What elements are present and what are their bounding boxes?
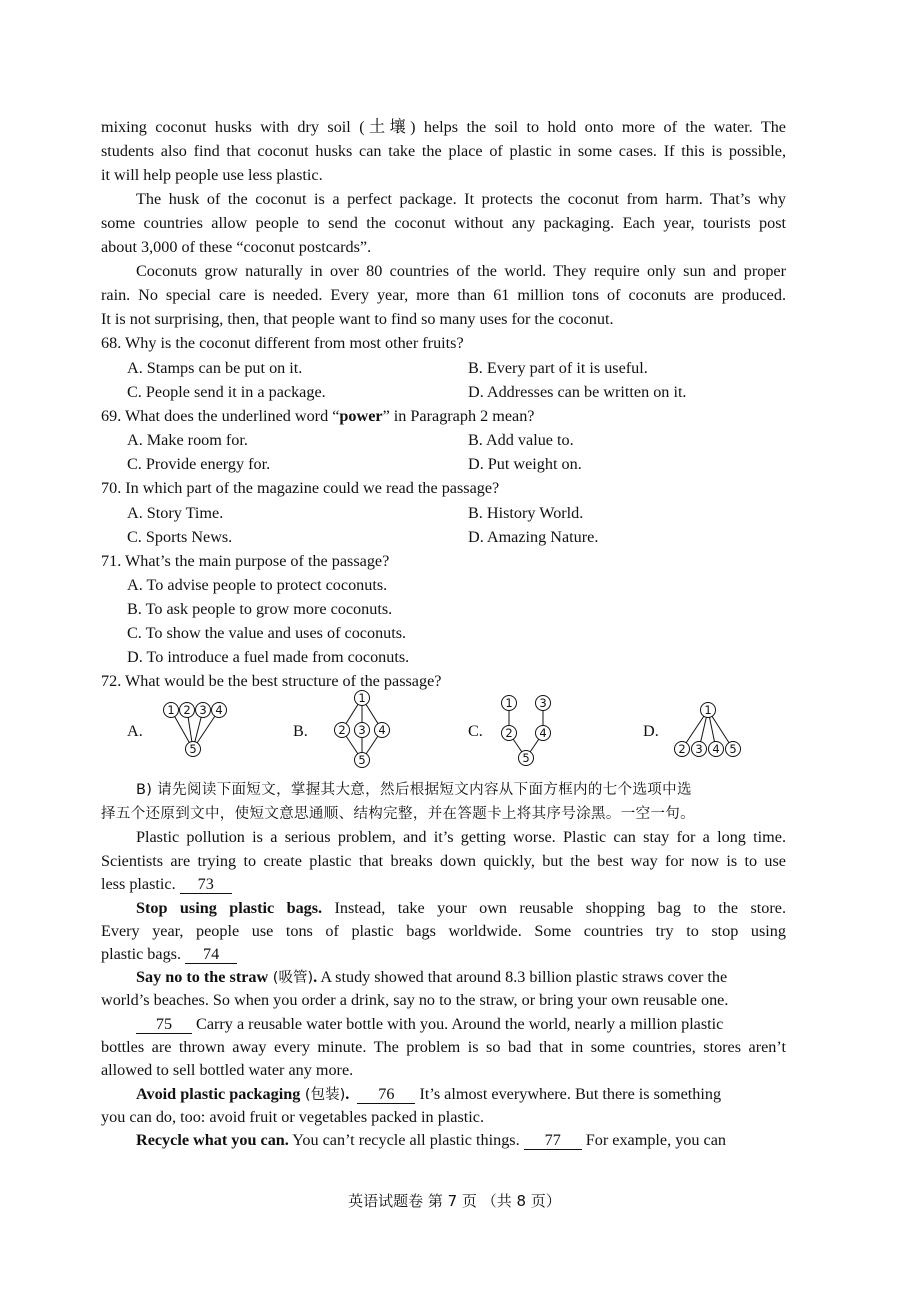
question-69-option-b[interactable]: B. Add value to. <box>468 431 574 449</box>
section-b-p1-text: less plastic. <box>101 875 176 893</box>
structure-c-node-label: 4 <box>539 726 547 741</box>
blank-75[interactable]: 75 <box>136 1016 192 1034</box>
passage-a-p2-line-1: The husk of the coconut is a perfect package. It protects the coconut from harm. That’s why <box>136 190 786 208</box>
structure-b-node-label: 4 <box>378 723 386 738</box>
passage-a-p2-line-2: some countries allow people to send the coconut without any packaging. Each year, tourists post <box>101 214 786 232</box>
question-71-option-c[interactable]: C. To show the value and uses of coconuts. <box>127 624 407 642</box>
section-b-p6-line-1 <box>136 1130 786 1150</box>
section-b-p5-period: . <box>345 1085 350 1103</box>
question-70-option-b[interactable]: B. History World. <box>468 504 584 522</box>
section-b-p1-line-3 <box>101 874 786 894</box>
question-68-option-b[interactable]: B. Every part of it is useful. <box>468 359 648 377</box>
section-b-p4-line-3: allowed to sell bottled water any more. <box>101 1061 354 1079</box>
structure-b-node-label: 3 <box>358 723 366 738</box>
passage-a-p1-line-1: mixing coconut husks with dry soil (土壤) helps the soil to hold onto more of the water. The <box>101 118 786 136</box>
section-b-p3-period: . <box>313 968 318 986</box>
section-b-p3-heading: Say no to the straw <box>136 968 269 986</box>
structure-d-node-label: 2 <box>678 742 686 757</box>
question-72-stem: 72. What would be the best structure of the passage? <box>101 672 442 690</box>
structure-d-node-label: 4 <box>712 742 720 757</box>
section-b-intro-line-1: B) 请先阅读下面短文，掌握其大意，然后根据短文内容从下面方框内的七个选项中选 <box>136 782 692 798</box>
section-b-p5-heading: Avoid plastic packaging <box>136 1085 301 1103</box>
section-b-p3-gloss: (吸管) <box>268 970 314 986</box>
section-b-p6-text-2: For example, you can <box>581 1131 726 1149</box>
blank-76[interactable]: 76 <box>357 1086 415 1104</box>
question-69-option-a[interactable]: A. Make room for. <box>127 431 248 449</box>
question-68-option-c[interactable]: C. People send it in a package. <box>127 383 326 401</box>
section-b-p6-text-1: You can’t recycle all plastic things. <box>288 1131 520 1149</box>
section-b-p4-text-1: Carry a reusable water bottle with you. Around the world, nearly a million plastic <box>192 1015 724 1033</box>
section-b-p2-text-1: Instead, take your own reusable shopping bag to the store. <box>322 899 787 917</box>
question-68-option-d[interactable]: D. Addresses can be written on it. <box>468 383 687 401</box>
passage-a-p3-line-1: Coconuts grow naturally in over 80 countries of the world. They require only sun and proper <box>136 262 786 280</box>
section-b-p5-text-1: It’s almost everywhere. But there is something <box>415 1085 722 1103</box>
structure-c-node-label: 2 <box>505 726 513 741</box>
page-footer: 英语试题卷 第 7 页 （共 8 页） <box>348 1192 561 1210</box>
question-69-option-d[interactable]: D. Put weight on. <box>468 455 582 473</box>
section-b-p2-line-1 <box>136 898 786 918</box>
section-b-p5-line-1 <box>136 1084 786 1105</box>
question-70-option-a[interactable]: A. Story Time. <box>127 504 224 522</box>
structure-c-node-label: 1 <box>505 696 513 711</box>
section-b-p2-line-2: Every year, people use tons of plastic bags worldwide. Some countries try to stop using <box>101 922 786 940</box>
section-b-p3-text-1: A study showed that around 8.3 billion plastic straws cover the <box>317 968 728 986</box>
structure-a-node-label: 5 <box>189 742 197 757</box>
question-68-option-a[interactable]: A. Stamps can be put on it. <box>127 359 303 377</box>
passage-a-p3-line-3: It is not surprising, then, that people want to find so many uses for the coconut. <box>101 310 614 328</box>
section-b-p2-heading: Stop using plastic bags. <box>136 899 323 917</box>
question-71-option-a[interactable]: A. To advise people to protect coconuts. <box>127 576 388 594</box>
section-b-intro-line-2: 择五个还原到文中，使短文意思通顺、结构完整，并在答题卡上将其序号涂黑。一空一句。 <box>101 806 695 822</box>
section-b-p1-line-2: Scientists are trying to create plastic that breaks down quickly, but the best way for now is to use <box>101 852 786 870</box>
section-b-p4-line-1 <box>136 1014 786 1034</box>
question-70-option-d[interactable]: D. Amazing Nature. <box>468 528 599 546</box>
structure-diagram-d <box>668 698 748 760</box>
question-72-option-b[interactable]: B. <box>293 722 308 740</box>
section-b-p3-line-2: world’s beaches. So when you order a drink, say no to the straw, or bring your own reusable one. <box>101 991 729 1009</box>
question-72-option-d[interactable]: D. <box>643 722 659 740</box>
question-69-keyword: power <box>339 407 383 425</box>
section-b-p2-text-3: plastic bags. <box>101 945 182 963</box>
question-69-option-c[interactable]: C. Provide energy for. <box>127 455 271 473</box>
structure-diagram-b <box>328 688 398 770</box>
section-b-p3-line-1 <box>136 967 786 988</box>
structure-d-node-label: 5 <box>729 742 737 757</box>
structure-a-node-label: 2 <box>183 703 191 718</box>
passage-a-p2-line-3: about 3,000 of these “coconut postcards”. <box>101 238 372 256</box>
question-71-option-d[interactable]: D. To introduce a fuel made from coconuts. <box>127 648 410 666</box>
question-68-stem: 68. Why is the coconut different from most other fruits? <box>101 334 464 352</box>
passage-a-p1-line-3: it will help people use less plastic. <box>101 166 323 184</box>
structure-diagram-a <box>160 698 235 760</box>
question-71-option-b[interactable]: B. To ask people to grow more coconuts. <box>127 600 393 618</box>
blank-73[interactable]: 73 <box>180 876 232 894</box>
structure-diagram-c <box>495 692 560 768</box>
blank-74[interactable]: 74 <box>185 946 237 964</box>
structure-a-node-label: 3 <box>199 703 207 718</box>
structure-a-node-label: 4 <box>215 703 223 718</box>
question-72-option-a[interactable]: A. <box>127 722 143 740</box>
structure-d-node-label: 1 <box>704 703 712 718</box>
passage-a-p3-line-2: rain. No special care is needed. Every year, more than 61 million tons of coconuts are produced. <box>101 286 786 304</box>
question-69-stem-pre: 69. What does the underlined word “ <box>101 407 340 425</box>
question-71-stem: 71. What’s the main purpose of the passage? <box>101 552 390 570</box>
question-70-stem: 70. In which part of the magazine could we read the passage? <box>101 479 500 497</box>
section-b-p6-heading: Recycle what you can. <box>136 1131 289 1149</box>
section-b-p2-line-3 <box>101 944 786 964</box>
structure-b-node-label: 1 <box>358 691 366 706</box>
question-70-option-c[interactable]: C. Sports News. <box>127 528 233 546</box>
structure-b-node-label: 5 <box>358 753 366 768</box>
section-b-p1-line-1: Plastic pollution is a serious problem, and it’s getting worse. Plastic can stay for a long time. <box>136 828 786 846</box>
section-b-p4-line-2: bottles are thrown away every minute. The problem is so bad that in some countries, stores aren’t <box>101 1038 786 1056</box>
question-69-stem <box>101 406 786 426</box>
structure-b-node-label: 2 <box>338 723 346 738</box>
structure-c-node-label: 3 <box>539 696 547 711</box>
passage-a-p1-line-2: students also find that coconut husks can take the place of plastic in some cases. If this is possible, <box>101 142 786 160</box>
structure-d-node-label: 3 <box>695 742 703 757</box>
blank-77[interactable]: 77 <box>524 1132 582 1150</box>
structure-a-node-label: 1 <box>167 703 175 718</box>
question-72-option-c[interactable]: C. <box>468 722 483 740</box>
section-b-p5-gloss: (包装) <box>300 1087 346 1103</box>
question-69-stem-post: ” in Paragraph 2 mean? <box>382 407 535 425</box>
structure-c-node-label: 5 <box>522 751 530 766</box>
section-b-p5-line-2: you can do, too: avoid fruit or vegetables packed in plastic. <box>101 1108 484 1126</box>
